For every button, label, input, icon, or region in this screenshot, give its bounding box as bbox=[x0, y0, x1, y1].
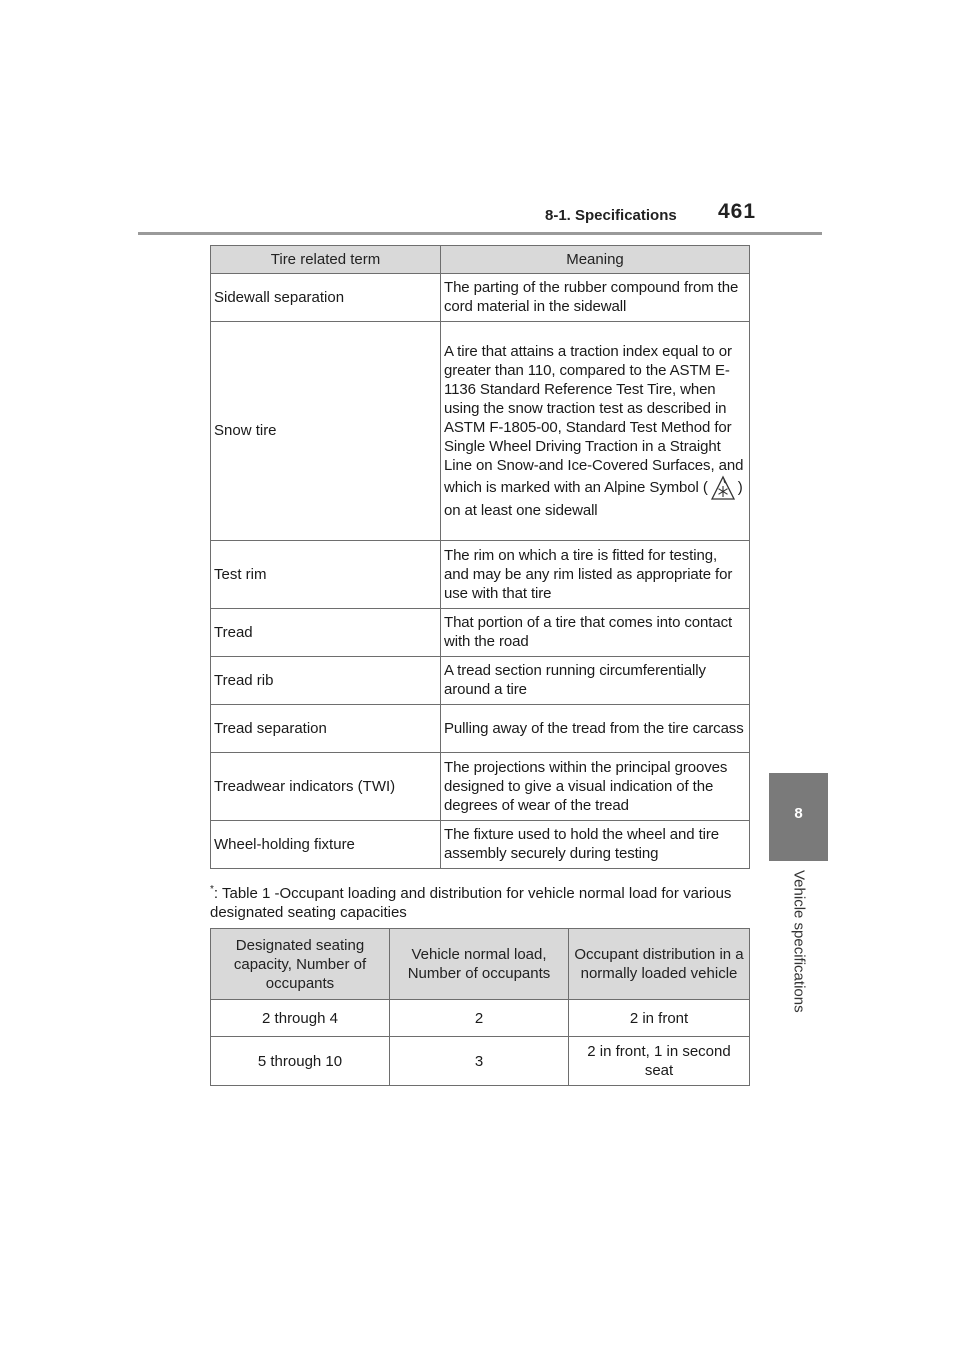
table-row bbox=[211, 274, 750, 322]
table-row bbox=[211, 541, 750, 609]
capacity-cell: 5 through 10 bbox=[211, 1037, 390, 1086]
table-header-row bbox=[211, 246, 750, 274]
capacity-cell: 2 through 4 bbox=[211, 1000, 390, 1037]
column-header-term: Tire related term bbox=[211, 246, 441, 274]
meaning-cell: The rim on which a tire is fitted for testing, and may be any rim listed as appropriate for use with that tire bbox=[441, 541, 750, 609]
table-header-row bbox=[211, 929, 750, 1000]
chapter-number: 8 bbox=[794, 805, 803, 822]
column-header-distribution: Occupant distribution in a normally loaded vehicle bbox=[569, 929, 750, 1000]
meaning-cell: A tread section running circumferentially around a tire bbox=[441, 657, 750, 705]
term-cell: Tread rib bbox=[211, 657, 441, 705]
meaning-cell: The parting of the rubber compound from the cord material in the sidewall bbox=[441, 274, 750, 322]
tire-terms-table bbox=[210, 245, 750, 869]
term-cell: Snow tire bbox=[211, 322, 441, 541]
term-cell: Wheel-holding fixture bbox=[211, 821, 441, 869]
meaning-cell: The fixture used to hold the wheel and tire assembly securely during testing bbox=[441, 821, 750, 869]
meaning-cell: That portion of a tire that comes into contact with the road bbox=[441, 609, 750, 657]
chapter-tab[interactable] bbox=[769, 773, 828, 861]
table-row bbox=[211, 322, 750, 541]
normal-load-cell: 3 bbox=[390, 1037, 569, 1086]
table-row bbox=[211, 657, 750, 705]
table-row bbox=[211, 1037, 750, 1086]
footnote-marker: * bbox=[210, 884, 214, 895]
table-row bbox=[211, 821, 750, 869]
chapter-label bbox=[785, 870, 813, 1040]
table-row bbox=[211, 705, 750, 753]
section-title: 8-1. Specifications bbox=[545, 207, 677, 224]
chapter-label-text: Vehicle specifications bbox=[790, 870, 808, 1013]
term-cell: Tread bbox=[211, 609, 441, 657]
meaning-cell bbox=[441, 322, 750, 541]
alpine-symbol-icon bbox=[710, 475, 736, 501]
term-cell: Sidewall separation bbox=[211, 274, 441, 322]
meaning-text: A tire that attains a traction index equal to or greater than 110, compared to the ASTM E-1136 Standard Reference Test Tire, when using the snow traction test as described in ASTM F-1805-00, Standard Test Method for Single Wheel Driving Traction in a Straight Line on Snow-and Ice-Covered Surfaces, and which is marked with an Alpine Symbol ( bbox=[444, 342, 744, 496]
page-number: 461 bbox=[718, 200, 757, 223]
footnote bbox=[210, 880, 755, 922]
term-cell: Treadwear indicators (TWI) bbox=[211, 753, 441, 821]
meaning-text-end: ) on at least one sidewall bbox=[444, 478, 743, 519]
term-cell: Test rim bbox=[211, 541, 441, 609]
table-row bbox=[211, 609, 750, 657]
header-divider bbox=[138, 232, 822, 235]
meaning-cell: The projections within the principal grooves designed to give a visual indication of the degrees of wear of the tread bbox=[441, 753, 750, 821]
distribution-cell: 2 in front, 1 in second seat bbox=[569, 1037, 750, 1086]
term-cell: Tread separation bbox=[211, 705, 441, 753]
meaning-cell: Pulling away of the tread from the tire carcass bbox=[441, 705, 750, 753]
column-header-normal-load: Vehicle normal load, Number of occupants bbox=[390, 929, 569, 1000]
distribution-cell: 2 in front bbox=[569, 1000, 750, 1037]
table-row bbox=[211, 753, 750, 821]
footnote-text: : Table 1 -Occupant loading and distribution for vehicle normal load for various designated seating capacities bbox=[210, 885, 732, 921]
normal-load-cell: 2 bbox=[390, 1000, 569, 1037]
table-row bbox=[211, 1000, 750, 1037]
column-header-meaning: Meaning bbox=[441, 246, 750, 274]
column-header-capacity: Designated seating capacity, Number of occupants bbox=[211, 929, 390, 1000]
occupant-loading-table bbox=[210, 928, 750, 1086]
